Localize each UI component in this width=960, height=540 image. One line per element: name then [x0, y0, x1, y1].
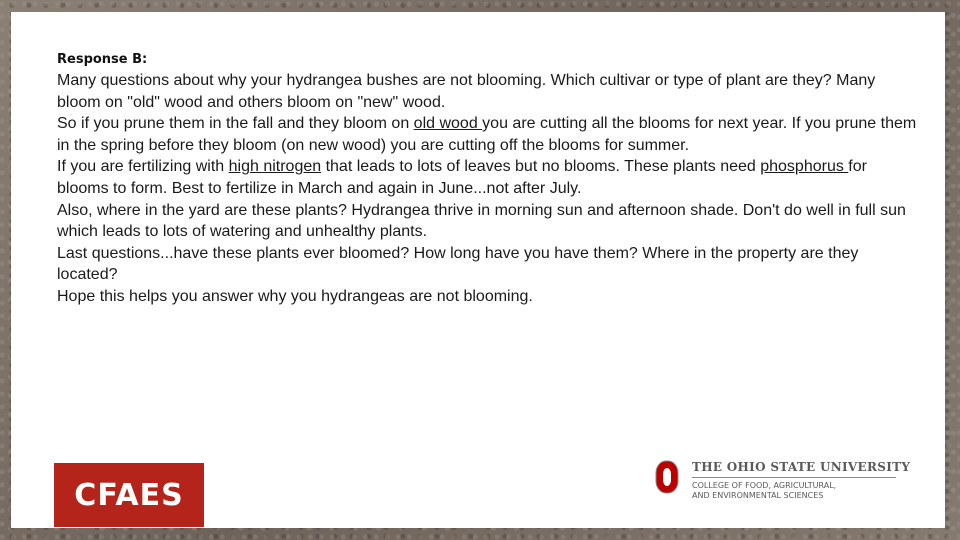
slide	[11, 12, 945, 528]
underlined-text: old wood	[413, 115, 483, 133]
text-segment: So if you prune them in the fall and they bloom on	[57, 115, 414, 133]
text-segment: Hope this helps you answer why you hydrangeas are not blooming.	[57, 287, 533, 305]
block-o-icon	[655, 460, 679, 494]
osu-logo	[655, 460, 911, 506]
text-segment: that leads to lots of leaves but no blooms. These plants need	[321, 158, 761, 176]
osu-college-line1: COLLEGE OF FOOD, AGRICULTURAL,	[692, 481, 837, 490]
paragraph	[57, 286, 917, 308]
paragraph	[57, 113, 917, 156]
text-segment: you are cutting all the blooms for next year. If you prune them in the spring before they bloom (on new wood) you are cutting off the blooms for summer.	[57, 115, 917, 154]
text-segment: Many questions about why your hydrangea bushes are not blooming. Which cultivar or type of plant are they? Many bloom on "old" wood and others bloom on "new" wood.	[57, 72, 876, 111]
text-segment: Also, where in the yard are these plants? Hydrangea thrive in morning sun and afternoon shade. Don't do well in full sun which leads to lots of watering and unhealthy plants.	[57, 201, 906, 241]
cfaes-logo: CFAES	[54, 463, 204, 527]
osu-college-line2: AND ENVIRONMENTAL SCIENCES	[692, 491, 824, 500]
paragraph	[57, 156, 917, 199]
text-segment: If you are fertilizing with	[57, 158, 229, 176]
text-segment: for blooms to form. Best to fertilize in March and again in June...not after July.	[57, 158, 867, 197]
osu-name: THE OHIO STATE UNIVERSITY	[692, 460, 911, 474]
text-segment: Last questions...have these plants ever bloomed? How long have you have them? Where in the property are they located?	[57, 244, 859, 284]
paragraph	[57, 243, 917, 286]
paragraph	[57, 70, 917, 113]
osu-college	[692, 481, 836, 501]
response-body	[57, 70, 917, 308]
paragraph	[57, 200, 917, 243]
osu-divider	[692, 477, 896, 478]
underlined-text: phosphorus	[760, 158, 849, 176]
underlined-text: high nitrogen	[228, 158, 322, 176]
response-heading: Response B:	[57, 52, 148, 67]
